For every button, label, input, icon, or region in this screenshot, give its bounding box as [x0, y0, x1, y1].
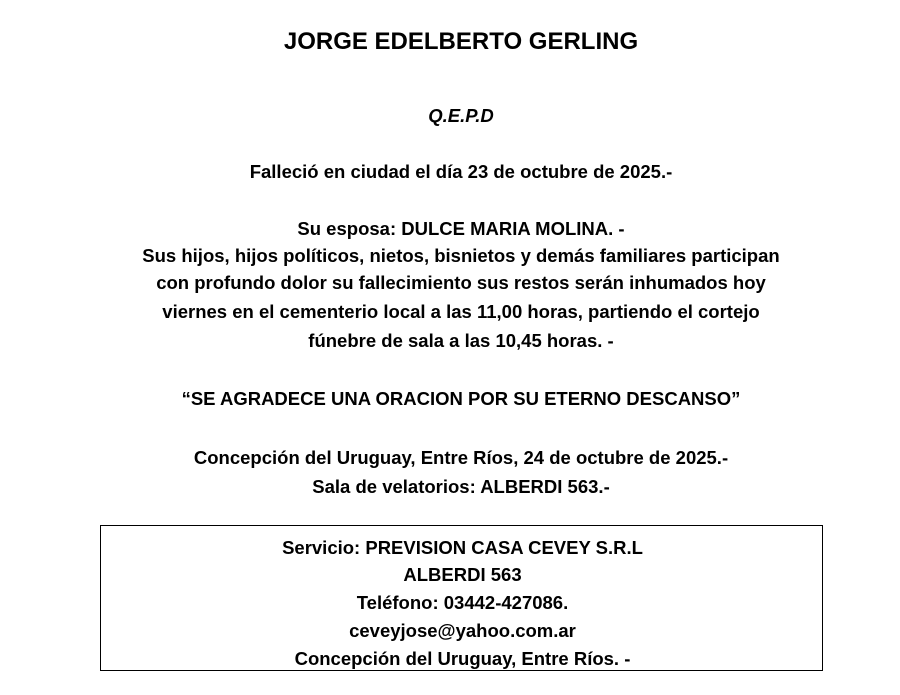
- service-email: ceveyjose@yahoo.com.ar: [349, 620, 576, 641]
- service-provider: Servicio: PREVISION CASA CEVEY S.R.L: [282, 537, 643, 558]
- body-line: viernes en el cementerio local a las 11,00 horas, partiendo el cortejo: [162, 301, 760, 322]
- deceased-name: JORGE EDELBERTO GERLING: [283, 28, 639, 55]
- service-city: Concepción del Uruguay, Entre Ríos. -: [294, 648, 631, 669]
- body-line: con profundo dolor su fallecimiento sus restos serán inhumados hoy: [156, 272, 766, 293]
- body-line: Sus hijos, hijos políticos, nietos, bisnietos y demás familiares participan: [142, 245, 780, 266]
- service-phone: Teléfono: 03442-427086.: [356, 592, 569, 613]
- prayer-request: “SE AGRADECE UNA ORACION POR SU ETERNO DESCANSO”: [181, 388, 741, 409]
- qepd-label: Q.E.P.D: [428, 105, 494, 126]
- spouse-line: Su esposa: DULCE MARIA MOLINA. -: [297, 218, 625, 239]
- place-date-line: Concepción del Uruguay, Entre Ríos, 24 de octubre de 2025.-: [193, 447, 729, 468]
- wake-room-line: Sala de velatorios: ALBERDI 563.-: [312, 476, 610, 497]
- death-date-line: Falleció en ciudad el día 23 de octubre de 2025.-: [249, 161, 673, 182]
- service-address: ALBERDI 563: [403, 564, 522, 585]
- body-line: fúnebre de sala a las 10,45 horas. -: [308, 330, 614, 351]
- service-info-box: [100, 525, 823, 671]
